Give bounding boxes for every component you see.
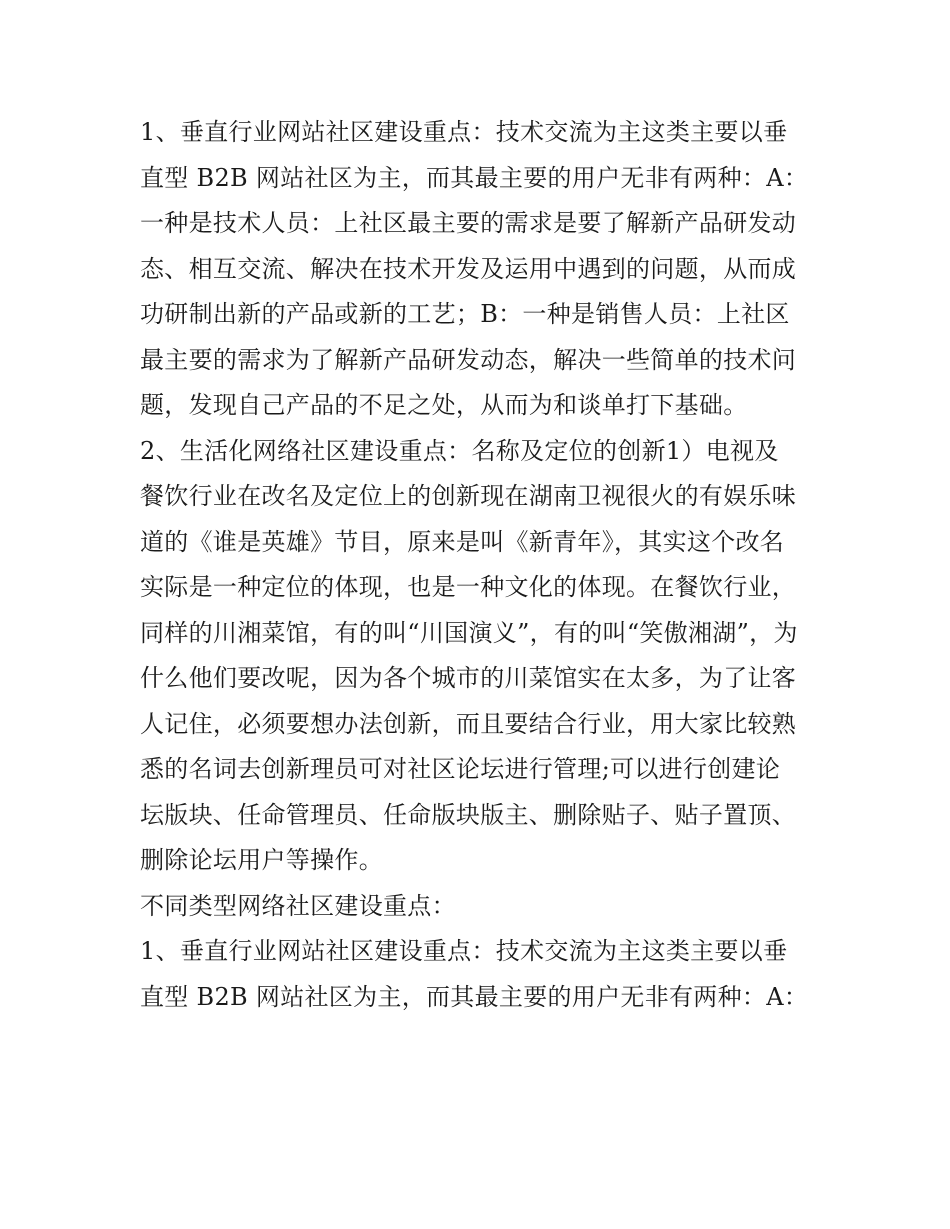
text-line: 最主要的需求为了解新产品研发动态，解决一些简单的技术问	[140, 345, 797, 374]
text-line: 题，发现自己产品的不足之处，从而为和谈单打下基础。	[140, 391, 748, 419]
text-line: 态、相互交流、解决在技术开发及运用中遇到的问题，从而成	[140, 254, 797, 283]
text-line: 道的《谁是英雄》节目，原来是叫《新青年》，其实这个改名	[140, 527, 785, 556]
text-line: 餐饮行业在改名及定位上的创新现在湖南卫视很火的有娱乐味	[140, 482, 797, 510]
text-line: 什么他们要改呢，因为各个城市的川菜馆实在太多，为了让客	[140, 664, 797, 692]
text-line: 同样的川湘菜馆，有的叫“川国演义”，有的叫“笑傲湘湖”，为	[140, 618, 798, 647]
document-body	[140, 110, 820, 1020]
text-line: 直型 B2B 网站社区为主，而其最主要的用户无非有两种：A：	[140, 982, 809, 1011]
text-line: 1、垂直行业网站社区建设重点：技术交流为主这类主要以垂	[140, 937, 788, 965]
text-line: 坛版块、任命管理员、任命版块版主、删除贴子、贴子置顶、	[140, 800, 797, 829]
text-line: 删除论坛用户等操作。	[140, 846, 383, 874]
text-line: 一种是技术人员：上社区最主要的需求是要了解新产品研发动	[140, 209, 797, 237]
text-line: 功研制出新的产品或新的工艺；B：一种是销售人员：上社区	[140, 300, 790, 328]
text-line: 不同类型网络社区建设重点：	[140, 891, 456, 920]
text-line: 1、垂直行业网站社区建设重点：技术交流为主这类主要以垂	[140, 118, 788, 146]
text-line: 实际是一种定位的体现，也是一种文化的体现。在餐饮行业，	[140, 573, 797, 601]
text-line: 悉的名词去创新理员可对社区论坛进行管理;可以进行创建论	[140, 755, 781, 783]
text-line: 人记住，必须要想办法创新，而且要结合行业，用大家比较熟	[140, 709, 797, 738]
text-line: 2、生活化网络社区建设重点：名称及定位的创新1）电视及	[140, 436, 779, 465]
text-line: 直型 B2B 网站社区为主，而其最主要的用户无非有两种：A：	[140, 163, 809, 192]
